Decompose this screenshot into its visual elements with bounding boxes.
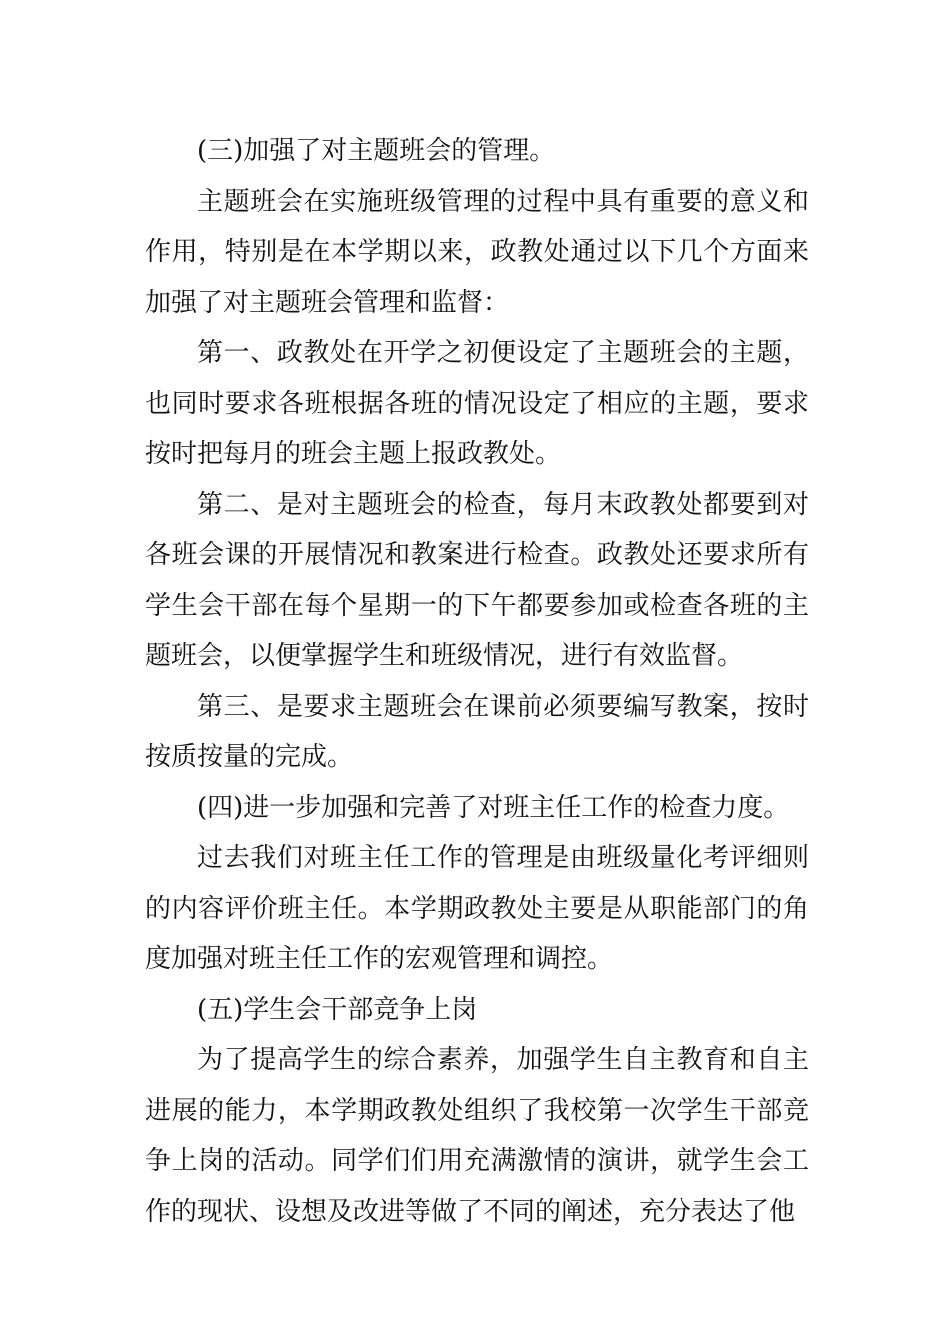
paragraph-second-measure: 第二、是对主题班会的检查，每月末政教处都要到对各班会课的开展情况和教案进行检查。政教处还要求所有学生会干部在每个星期一的下午都要参加或检查各班的主题班会，以便掌握学生和班级情况，进行有效监督。 [145, 489, 809, 671]
document-page [145, 126, 809, 1237]
paragraph-third-measure: 第三、是要求主题班会在课前必须要编写教案，按时按质按量的完成。 [145, 691, 809, 772]
section-heading-3: (三)加强了对主题班会的管理。 [197, 136, 556, 166]
paragraph-first-measure: 第一、政教处在开学之初便设定了主题班会的主题，也同时要求各班根据各班的情况设定了相应的主题，要求按时把每月的班会主题上报政教处。 [145, 338, 809, 469]
paragraph-head-teacher-management: 过去我们对班主任工作的管理是由班级量化考评细则的内容评价班主任。本学期政教处主要是从职能部门的角度加强对班主任工作的宏观管理和调控。 [145, 843, 809, 974]
paragraph-student-union-election: 为了提高学生的综合素养，加强学生自主教育和自主进展的能力，本学期政教处组织了我校第一次学生干部竞争上岗的活动。同学们们用充满激情的演讲，就学生会工作的现状、设想及改进等做了不同的阐述，充分表达了他 [145, 1045, 809, 1227]
paragraph-intro-theme-meeting: 主题班会在实施班级管理的过程中具有重要的意义和作用，特别是在本学期以来，政教处通过以下几个方面来加强了对主题班会管理和监督： [145, 186, 809, 318]
section-heading-4: (四)进一步加强和完善了对班主任工作的检查力度。 [197, 792, 790, 823]
section-heading-5: (五)学生会干部竞争上岗 [197, 994, 478, 1025]
